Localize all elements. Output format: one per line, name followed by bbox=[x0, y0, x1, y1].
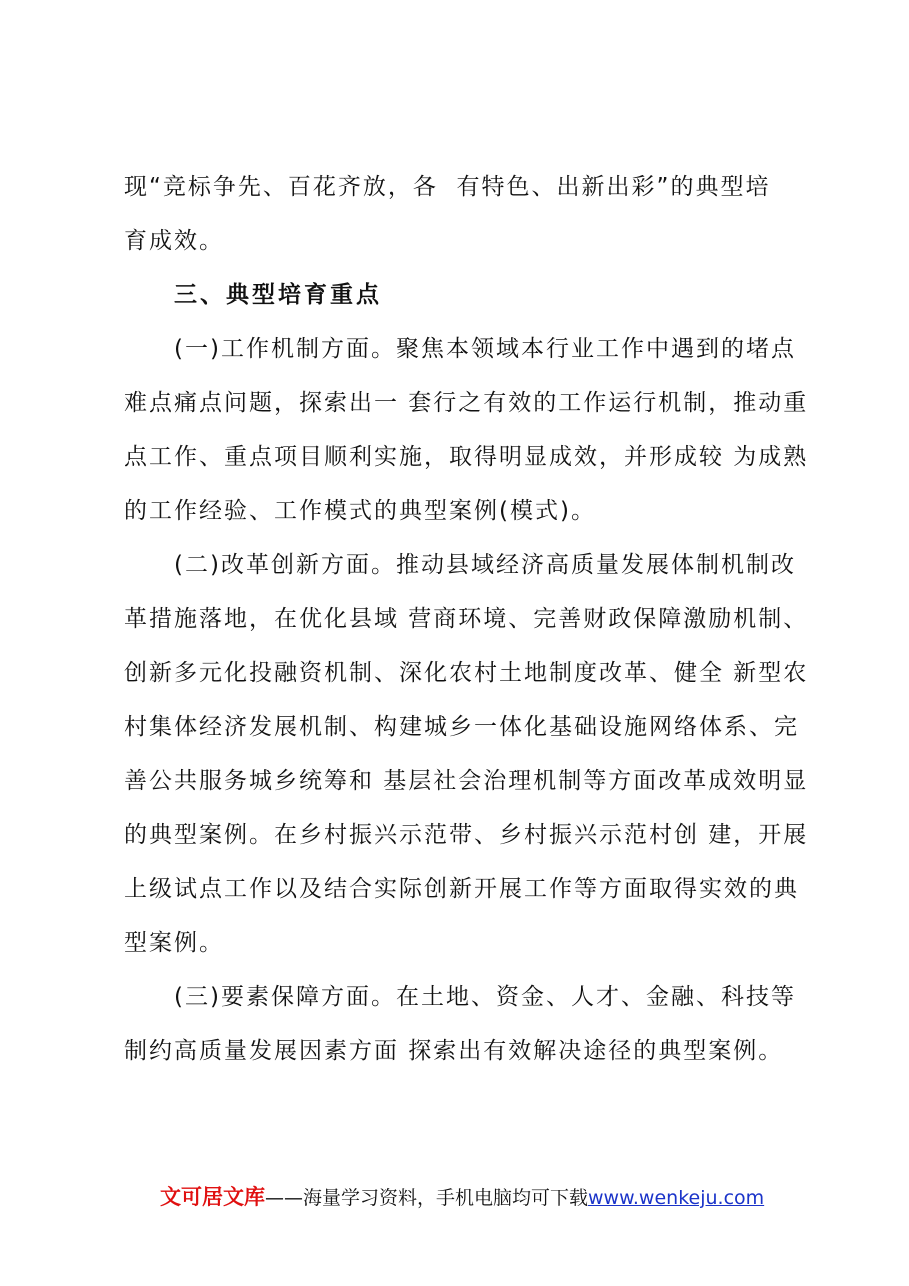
body-line: 的典型案例。在乡村振兴示范带、乡村振兴示范村创 建，开展 bbox=[124, 822, 809, 848]
paragraph-first-line: (二)改革创新方面。推动县域经济高质量发展体制机制改 bbox=[174, 552, 796, 578]
body-line: 型案例。 bbox=[124, 930, 224, 956]
body-line: 善公共服务城乡统筹和 基层社会治理机制等方面改革成效明显 bbox=[124, 768, 809, 794]
brand-name: 文可居文库 bbox=[160, 1185, 265, 1209]
paragraph-first-line: (三)要素保障方面。在土地、资金、人才、金融、科技等 bbox=[174, 984, 796, 1010]
footer-banner bbox=[160, 1182, 780, 1213]
body-line: 制约高质量发展因素方面 探索出有效解决途径的典型案例。 bbox=[124, 1038, 784, 1064]
document-body bbox=[124, 160, 809, 1078]
footer-dash: —— bbox=[265, 1187, 303, 1209]
body-line: 的工作经验、工作模式的典型案例(模式)。 bbox=[124, 498, 596, 524]
body-line: 育成效。 bbox=[124, 228, 224, 254]
body-line: 上级试点工作以及结合实际创新开展工作等方面取得实效的典 bbox=[124, 876, 799, 902]
footer-slogan: 海量学习资料，手机电脑均可下载 bbox=[303, 1187, 589, 1209]
body-line: 现“竞标争先、百花齐放，各 有特色、出新出彩”的典型培 bbox=[124, 174, 771, 200]
body-line: 革措施落地，在优化县域 营商环境、完善财政保障激励机制、 bbox=[124, 606, 809, 632]
body-line: 点工作、重点项目顺利实施，取得明显成效，并形成较 为成熟 bbox=[124, 444, 809, 470]
paragraph-first-line: (一)工作机制方面。聚焦本领域本行业工作中遇到的堵点 bbox=[174, 336, 796, 362]
website-link[interactable]: www.wenkeju.com bbox=[588, 1187, 765, 1209]
body-line: 创新多元化投融资机制、深化农村土地制度改革、健全 新型农 bbox=[124, 660, 809, 686]
section-heading: 三、典型培育重点 bbox=[174, 282, 382, 308]
body-line: 难点痛点问题，探索出一 套行之有效的工作运行机制，推动重 bbox=[124, 390, 809, 416]
body-line: 村集体经济发展机制、构建城乡一体化基础设施网络体系、完 bbox=[124, 714, 799, 740]
